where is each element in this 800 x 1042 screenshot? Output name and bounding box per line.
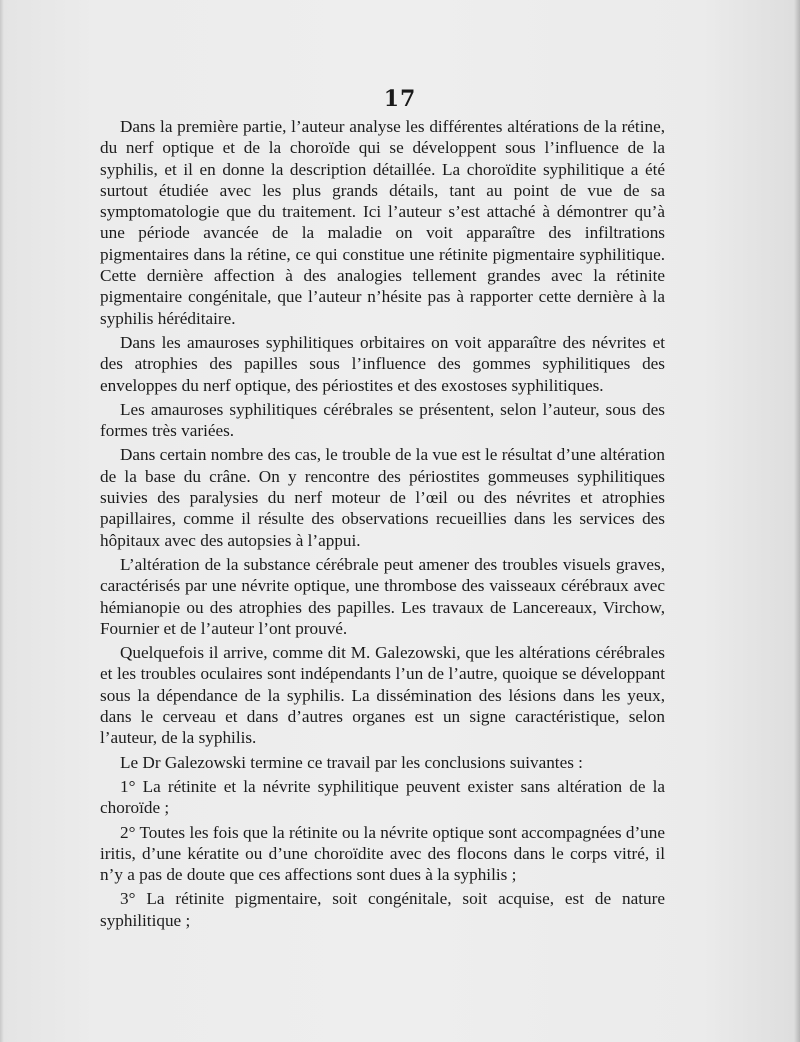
paragraph-independent-lesions: Quelquefois il arrive, comme dit M. Galezowski, que les altérations cérébrales et les troubles oculaires sont indépendants l’un de l’autre, quoique se développant sous la dépendance de la syphilis. La dissémination des lésions dans les yeux, dans le cerveau et dans d’autres organes est un signe caractéristique, selon l’auteur, de la syphilis.	[100, 643, 665, 748]
page-left-edge	[0, 0, 4, 1042]
paragraph-conclusions-intro: Le Dr Galezowski termine ce travail par les conclusions suivantes :	[120, 752, 583, 772]
page-number: 17	[383, 86, 417, 112]
conclusion-item-1: 1° La rétinite et la névrite syphilitique peuvent exister sans altération de la choroïde ;	[100, 776, 665, 818]
paragraph-skull-base: Dans certain nombre des cas, le trouble de la vue est le résultat d’une altération de la base du crâne. On y rencontre des périostites gommeuses syphilitiques suivies des paralysies du nerf moteur de l’œil ou des névrites et atrophies papillaires, comme il résulte des observations recueillies dans les services des hôpitaux avec des autopsies à l’appui.	[100, 445, 665, 550]
body-text	[100, 116, 665, 934]
conclusion-item-2: 2° Toutes les fois que la rétinite ou la névrite optique sont accompagnées d’une iritis, d’une kératite ou d’une choroïdite avec des flocons dans le corps vitré, il n’y a pas de doute que ces affections sont dues à la syphilis ;	[100, 822, 665, 885]
page-right-edge	[794, 0, 800, 1042]
paragraph-first-part: Dans la première partie, l’auteur analyse les différentes altérations de la rétine, du nerf optique et de la choroïde qui se développent sous l’influence de la syphilis, et il en donne la description détaillée. La choroïdite syphilitique a été surtout étudiée avec les plus grands détails, tant au point de vue de sa symptomatologie que du traitement. Ici l’auteur s’est attaché à démontrer qu’à une période avancée de la maladie on voit apparaître des infiltrations pigmentaires dans la rétine, ce qui constitue une rétinite pigmentaire syphilitique. Cette dernière affection à des analogies tellement grandes avec la rétinite pigmentaire congénitale, que l’auteur n’hésite pas à rapporter cette dernière à la syphilis héréditaire.	[100, 117, 665, 328]
paragraph-orbital-amauroses: Dans les amauroses syphilitiques orbitaires on voit apparaître des névrites et des atrophies des papilles sous l’influence des gommes syphilitiques des enveloppes du nerf optique, des périostites et des exostoses syphilitiques.	[100, 332, 665, 395]
paragraph-cerebral-substance: L’altération de la substance cérébrale peut amener des troubles visuels graves, caractérisés par une névrite optique, une thrombose des vaisseaux cérébraux avec hémianopie ou des atrophies des papilles. Les travaux de Lancereaux, Virchow, Fournier et de l’auteur l’ont prouvé.	[100, 554, 665, 638]
paragraph-cerebral-amauroses: Les amauroses syphilitiques cérébrales se présentent, selon l’auteur, sous des formes très variées.	[100, 399, 665, 441]
conclusion-item-3: 3° La rétinite pigmentaire, soit congénitale, soit acquise, est de nature syphilitique ;	[100, 889, 665, 930]
